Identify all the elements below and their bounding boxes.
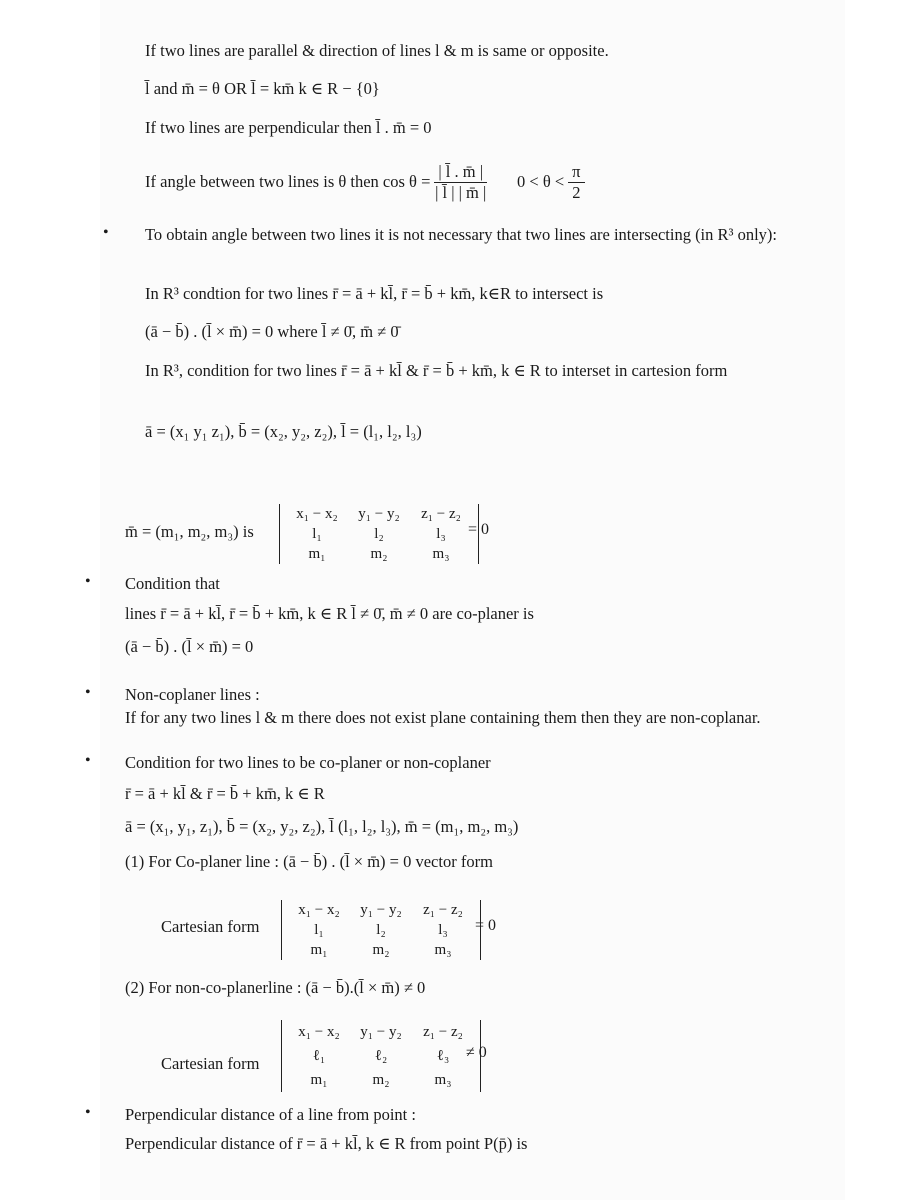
- heading-coplaner-noncoplaner: Condition for two lines to be co-planer or non-coplaner: [125, 753, 491, 772]
- det-cell: y₁ − y₂: [360, 1024, 402, 1040]
- det-cell: x₁ − x₂: [298, 1024, 340, 1040]
- heading-perpendicular-distance: Perpendicular distance of a line from point :: [125, 1105, 416, 1124]
- text-r3-intersect-condition: In R³ condtion for two lines r̄ = ā + kl̄, r̄ = b̄ + km̄, k∈R to intersect is: [145, 284, 604, 303]
- bullet-marker: •: [85, 573, 91, 590]
- angle-range: 0 < θ <: [517, 172, 565, 191]
- det-cell: m₁: [310, 1072, 328, 1088]
- label-cartesian-form: Cartesian form: [161, 1054, 260, 1073]
- det-cell: z₁ − z₂: [423, 902, 463, 918]
- angle-formula: [145, 156, 589, 208]
- text-m-vector: m̄ = (m₁, m₂, m₃) is: [125, 522, 254, 541]
- det-cell: x₁ − x₂: [298, 902, 340, 918]
- det-cell: l₂: [376, 922, 386, 938]
- text-non-coplaner-vector: (2) For non-co-planerline : (ā − b̄).(l̄ × m̄) ≠ 0: [125, 978, 426, 997]
- det-cell: m₃: [434, 1072, 452, 1088]
- text-perpendicular-distance: Perpendicular distance of r̄ = ā + kl̄, k ∈ R from point P(p̄) is: [125, 1134, 528, 1153]
- text-coplaner-condition-heading: Condition that: [125, 574, 220, 593]
- det-cell: m₃: [434, 942, 452, 958]
- det-cell: y₁ − y₂: [360, 902, 402, 918]
- bullet-marker: •: [85, 752, 91, 769]
- pi-numerator: π: [568, 162, 584, 183]
- text-intersect-vector-form: (ā − b̄) . (l̄ × m̄) = 0 where l̄ ≠ 0̄, m̄ ≠ 0̄: [145, 322, 399, 341]
- det-cell: m₃: [432, 546, 450, 562]
- det-cell: m₂: [370, 546, 388, 562]
- bullet-marker: •: [103, 224, 109, 241]
- text-vector-definitions: ā = (x₁, y₁, z₁), b̄ = (x₂, y₂, z₂), l̄ (l₁, l₂, l₃), m̄ = (m₁, m₂, m₃): [125, 817, 519, 836]
- text-perpendicular-condition: If two lines are perpendicular then l̄ . m̄ = 0: [145, 118, 432, 137]
- det-cell: m₂: [372, 942, 390, 958]
- angle-formula-label: If angle between two lines is θ then cos θ =: [145, 172, 431, 191]
- det-equals-zero: = 0: [468, 521, 490, 538]
- det-not-equal-zero: ≠ 0: [466, 1044, 487, 1061]
- text-non-coplaner-definition: If for any two lines l & m there does not exist plane containing them then they are non-coplanar.: [125, 708, 761, 727]
- text-angle-intersect: To obtain angle between two lines it is not necessary that two lines are intersecting (in R³ only):: [145, 225, 778, 244]
- cos-numerator: | l̄ . m̄ |: [434, 162, 487, 183]
- det-cell: x₁ − x₂: [296, 506, 338, 522]
- det-cell: m₂: [372, 1072, 390, 1088]
- determinant-intersect: [279, 504, 479, 564]
- det-cell: z₁ − z₂: [423, 1024, 463, 1040]
- determinant-non-coplaner: [281, 1020, 481, 1092]
- bullet-marker: •: [85, 1104, 91, 1121]
- text-line-equations: r̄ = ā + kl̄ & r̄ = b̄ + km̄, k ∈ R: [125, 784, 325, 803]
- det-cell: z₁ − z₂: [421, 506, 461, 522]
- text-coplaner-vector-form: (1) For Co-planer line : (ā − b̄) . (l̄ × m̄) = 0 vector form: [125, 852, 493, 871]
- det-cell: ℓ₃: [436, 1048, 450, 1064]
- bullet-marker: •: [85, 684, 91, 701]
- text-parallel-condition: l̄ and m̄ = θ OR l̄ = km̄ k ∈ R − {0}: [145, 79, 380, 98]
- det-cell: ℓ₁: [312, 1048, 326, 1064]
- cos-denominator: | l̄ | | m̄ |: [435, 182, 487, 202]
- pi-denominator: 2: [572, 182, 581, 202]
- cos-fraction: [434, 162, 487, 203]
- determinant-coplaner: [281, 900, 481, 960]
- det-cell: m₁: [308, 546, 326, 562]
- det-equals-zero: = 0: [475, 917, 497, 934]
- text-coplaner-lines: lines r̄ = ā + kl̄, r̄ = b̄ + km̄, k ∈ R l̄ ≠ 0̄, m̄ ≠ 0 are co-planer is: [125, 604, 534, 623]
- det-cell: m₁: [310, 942, 328, 958]
- det-cell: l₁: [312, 526, 322, 542]
- det-cell: l₃: [438, 922, 448, 938]
- pi-half-fraction: [568, 162, 584, 203]
- det-cell: l₁: [314, 922, 324, 938]
- det-cell: y₁ − y₂: [358, 506, 400, 522]
- heading-non-coplaner: Non-coplaner lines :: [125, 685, 260, 704]
- text-parallel-lines: If two lines are parallel & direction of lines l & m is same or opposite.: [145, 41, 609, 60]
- text-point-definitions: ā = (x₁ y₁ z₁), b̄ = (x₂, y₂, z₂), l̄ = (l₁, l₂, l₃): [145, 422, 422, 441]
- text-coplaner-vector: (ā − b̄) . (l̄ × m̄) = 0: [125, 637, 254, 656]
- det-cell: l₂: [374, 526, 384, 542]
- det-cell: ℓ₂: [374, 1048, 388, 1064]
- label-cartesian-form: Cartesian form: [161, 917, 260, 936]
- det-cell: l₃: [436, 526, 446, 542]
- text-intersect-cartesian: In R³, condition for two lines r̄ = ā + kl̄ & r̄ = b̄ + km̄, k ∈ R to interset in cartesion form: [145, 361, 728, 380]
